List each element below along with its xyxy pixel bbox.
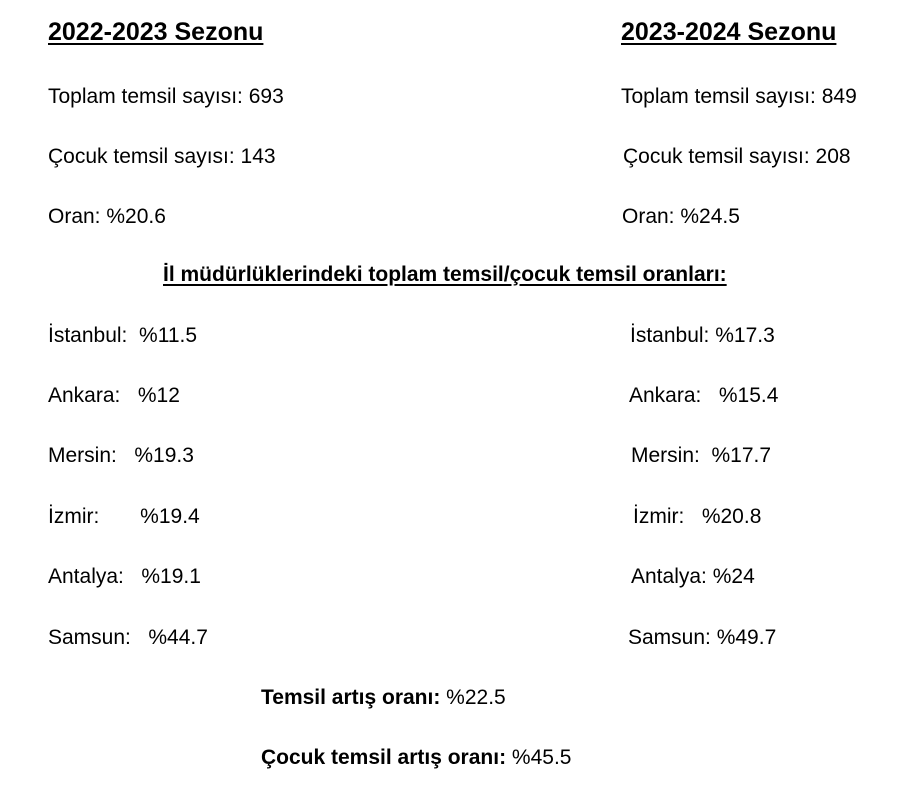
left-city-izmir: İzmir: %19.4 bbox=[48, 505, 200, 528]
right-city-samsun: Samsun: %49.7 bbox=[628, 626, 777, 649]
left-city-ankara: Ankara: %12 bbox=[48, 384, 180, 407]
right-city-mersin: Mersin: %17.7 bbox=[631, 444, 772, 467]
season-title-2022-2023: 2022-2023 Sezonu bbox=[48, 18, 264, 46]
left-total-shows: Toplam temsil sayısı: 693 bbox=[48, 85, 284, 108]
left-city-samsun: Samsun: %44.7 bbox=[48, 626, 208, 649]
right-city-antalya: Antalya: %24 bbox=[631, 565, 755, 588]
increase-rate-label: Temsil artış oranı: bbox=[261, 686, 441, 709]
left-city-antalya: Antalya: %19.1 bbox=[48, 565, 201, 588]
right-city-istanbul: İstanbul: %17.3 bbox=[630, 324, 775, 347]
increase-rate-line bbox=[261, 685, 506, 711]
left-city-mersin: Mersin: %19.3 bbox=[48, 444, 194, 467]
right-ratio: Oran: %24.5 bbox=[622, 205, 740, 228]
left-city-istanbul: İstanbul: %11.5 bbox=[48, 324, 198, 347]
right-total-shows: Toplam temsil sayısı: 849 bbox=[621, 85, 857, 108]
right-child-shows: Çocuk temsil sayısı: 208 bbox=[623, 145, 851, 168]
right-city-ankara: Ankara: %15.4 bbox=[629, 384, 779, 407]
section-heading: İl müdürlüklerindeki toplam temsil/çocuk temsil oranları: bbox=[163, 263, 727, 286]
increase-rate-value: %22.5 bbox=[440, 686, 506, 709]
left-child-shows: Çocuk temsil sayısı: 143 bbox=[48, 145, 276, 168]
right-city-izmir: İzmir: %20.8 bbox=[633, 505, 762, 528]
child-increase-rate-value: %45.5 bbox=[506, 746, 572, 769]
child-increase-rate-line bbox=[261, 745, 571, 771]
season-title-2023-2024: 2023-2024 Sezonu bbox=[621, 18, 837, 46]
child-increase-rate-label: Çocuk temsil artış oranı: bbox=[261, 746, 507, 769]
left-ratio: Oran: %20.6 bbox=[48, 205, 166, 228]
